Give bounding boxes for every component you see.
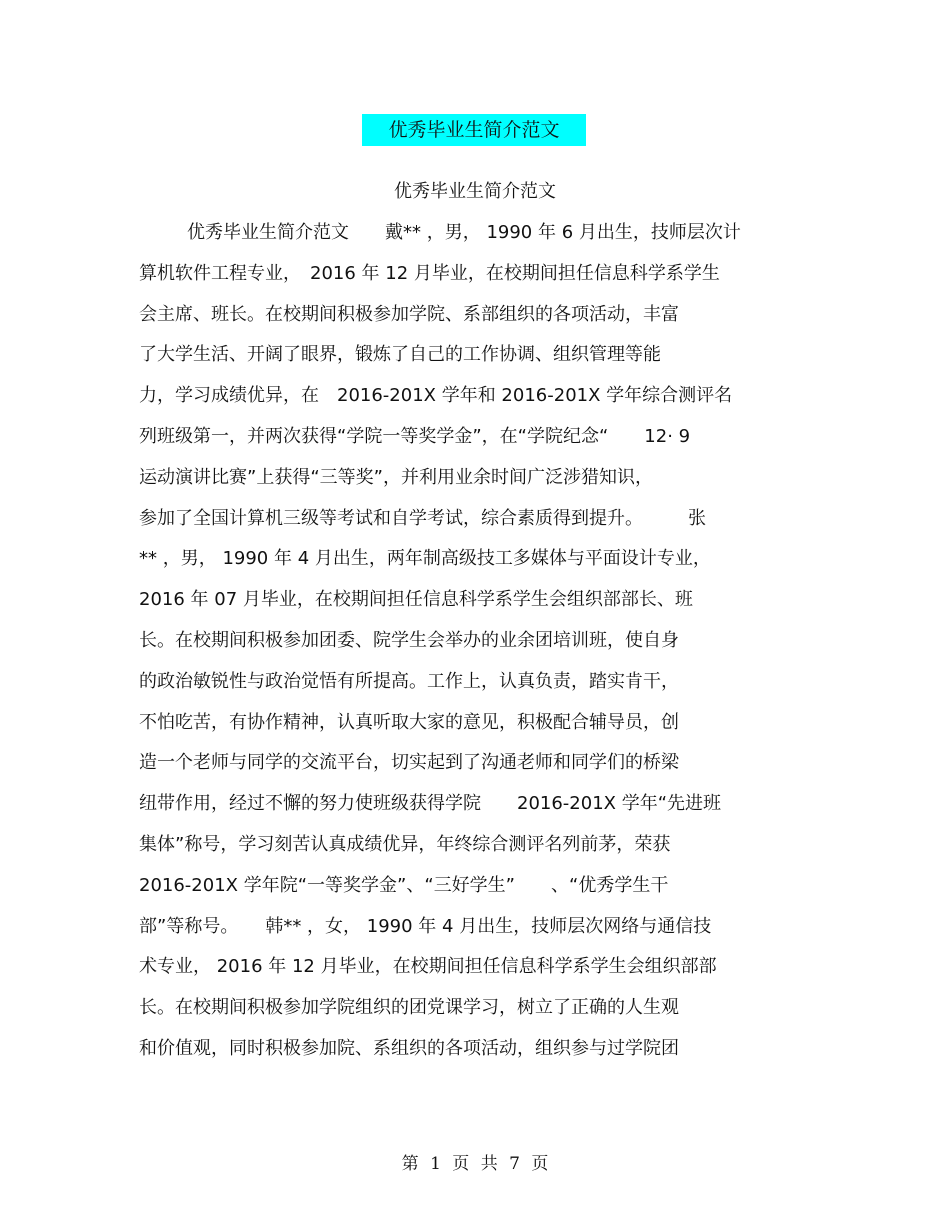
body-text xyxy=(139,219,819,1076)
text-line: 了大学生活、开阔了眼界，锻炼了自己的工作协调、组织管理等能 xyxy=(139,344,661,366)
document-subtitle: 优秀毕业生简介范文 xyxy=(394,181,556,202)
text-line: 的政治敏锐性与政治觉悟有所提高。工作上，认真负责，踏实肯干， xyxy=(139,670,679,692)
text-line: 算机软件工程专业， 2016 年 12 月毕业，在校期间担任信息科学系学生 xyxy=(139,262,720,284)
text-line: 术专业， 2016 年 12 月毕业，在校期间担任信息科学系学生会组织部部 xyxy=(139,956,717,978)
text-line: 和价值观，同时积极参加院、系组织的各项活动，组织参与过学院团 xyxy=(139,1037,679,1059)
text-line: 运动演讲比赛”上获得“三等奖”，并利用业余时间广泛涉猎知识， xyxy=(139,466,653,488)
text-line: 参加了全国计算机三级等考试和自学考试，综合素质得到提升。 张 xyxy=(139,507,706,529)
text-line: 会主席、班长。在校期间积极参加学院、系部组织的各项活动，丰富 xyxy=(139,303,679,325)
text-line: 不怕吃苦，有协作精神，认真听取大家的意见，积极配合辅导员，创 xyxy=(139,711,679,733)
text-line: 纽带作用，经过不懈的努力使班级获得学院 2016-201X 学年“先进班 xyxy=(139,793,722,815)
text-line: 长。在校期间积极参加学院组织的团党课学习，树立了正确的人生观 xyxy=(139,997,679,1019)
page-footer: 第 1 页 共 7 页 xyxy=(401,1154,549,1174)
text-line: 造一个老师与同学的交流平台，切实起到了沟通老师和同学们的桥梁 xyxy=(139,752,679,774)
text-line: 集体”称号，学习刻苦认真成绩优异，年终综合测评名列前茅，荣获 xyxy=(139,833,671,855)
text-line: 优秀毕业生简介范文 戴** ，男， 1990 年 6 月出生，技师层次计 xyxy=(187,222,741,243)
text-line: ** ，男， 1990 年 4 月出生，两年制高级技工多媒体与平面设计专业， xyxy=(139,548,711,570)
text-line: 2016 年 07 月毕业，在校期间担任信息科学系学生会组织部部长、班 xyxy=(139,589,693,611)
text-line: 列班级第一，并两次获得“学院一等奖学金”，在“学院纪念“ 12· 9 xyxy=(139,425,691,447)
text-line: 长。在校期间积极参加团委、院学生会举办的业余团培训班，使自身 xyxy=(139,629,679,651)
document-title: 优秀毕业生简介范文 xyxy=(362,114,586,146)
text-line: 2016-201X 学年院“一等奖学金”、“三好学生” 、“优秀学生干 xyxy=(139,874,669,896)
text-line: 力，学习成绩优异，在 2016-201X 学年和 2016-201X 学年综合测评名 xyxy=(139,385,733,407)
text-line: 部”等称号。 韩** ，女， 1990 年 4 月出生，技师层次网络与通信技 xyxy=(139,915,712,937)
